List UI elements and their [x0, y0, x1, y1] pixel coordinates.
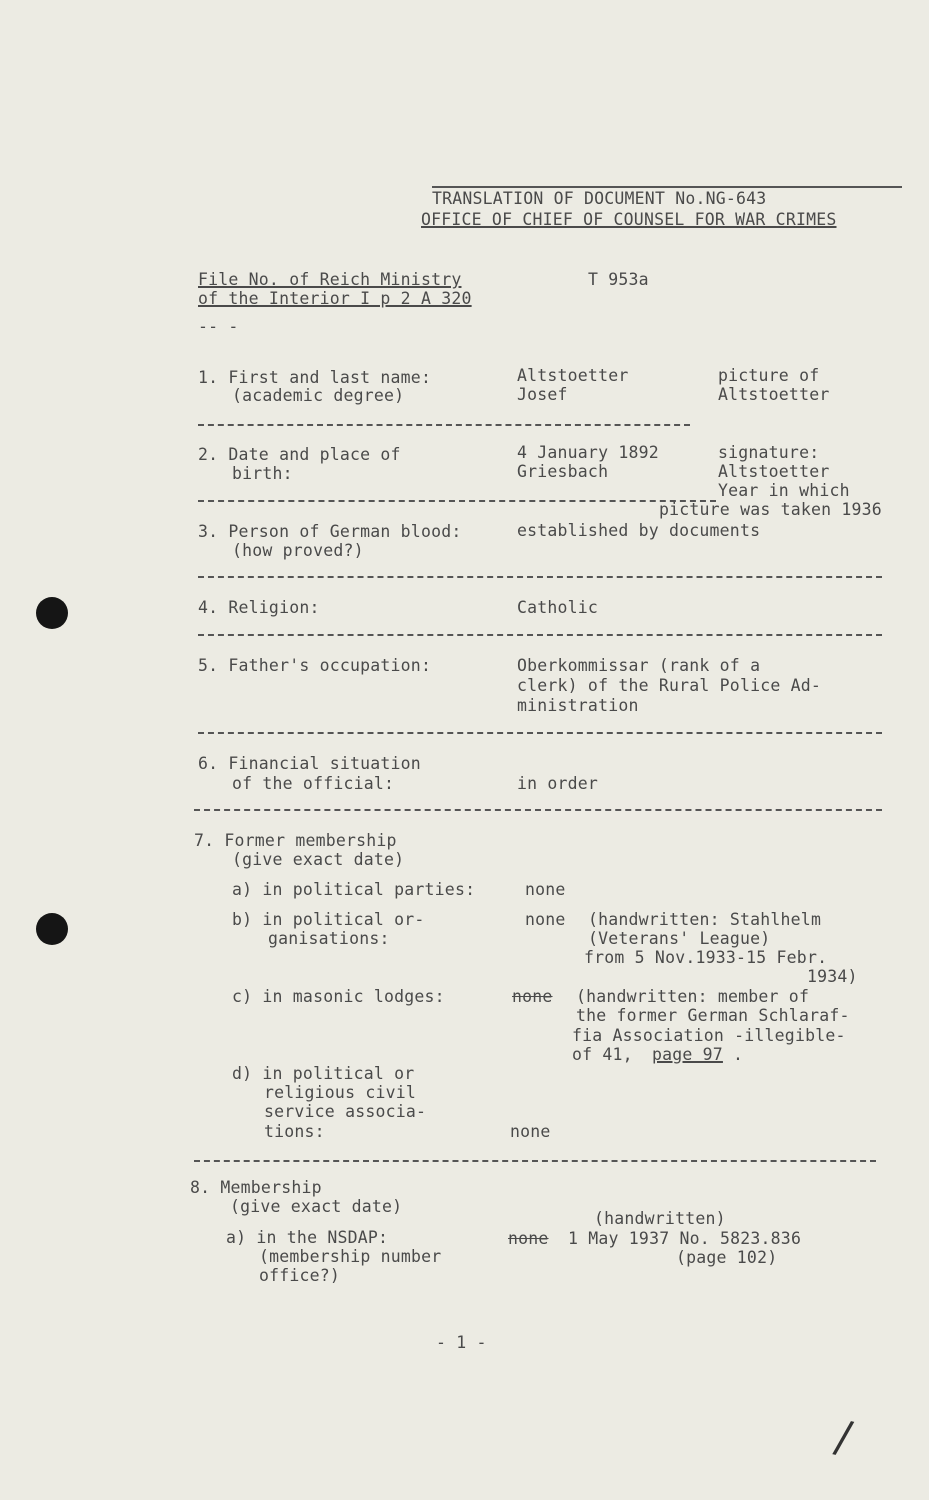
q2-value2: Griesbach: [517, 462, 609, 481]
q1-note2: Altstoetter: [718, 385, 830, 404]
q5-value1: Oberkommissar (rank of a: [517, 656, 761, 675]
divider-2: [198, 500, 716, 502]
pencil-slash-mark: /: [830, 1411, 856, 1464]
divider-4: [198, 634, 882, 636]
divider-1: [198, 424, 690, 426]
q7-label: 7. Former membership: [194, 831, 397, 850]
file-no-line1: File No. of Reich Ministry: [198, 270, 462, 289]
q7d-label2: religious civil: [264, 1083, 417, 1102]
q5-value2: clerk) of the Rural Police Ad-: [517, 676, 822, 695]
q1-value2: Josef: [517, 385, 568, 404]
q6-label: 6. Financial situation: [198, 754, 421, 773]
q7c-value4: of 41,: [572, 1045, 633, 1064]
q7c-value1: (handwritten: member of: [576, 987, 810, 1006]
q7d-label3: service associa-: [264, 1102, 427, 1121]
divider-5: [198, 732, 882, 734]
q7b-value5: 1934): [807, 967, 858, 986]
q8a-page: (page 102): [676, 1248, 778, 1267]
q1-note1: picture of: [718, 366, 820, 385]
q7d-value: none: [510, 1122, 551, 1141]
q3-label: 3. Person of German blood:: [198, 522, 462, 541]
divider-6: [194, 809, 882, 811]
divider-3: [198, 576, 882, 578]
q4-label: 4. Religion:: [198, 598, 320, 617]
file-dash-marks: -- -: [198, 317, 239, 336]
q2-label: 2. Date and place of: [198, 445, 401, 464]
document-title: TRANSLATION OF DOCUMENT No.NG-643: [432, 189, 767, 208]
q5-label: 5. Father's occupation:: [198, 656, 432, 675]
header-top-rule: [432, 186, 902, 188]
q7d-label1: d) in political or: [232, 1064, 415, 1083]
q5-value3: ministration: [517, 696, 639, 715]
q7d-label4: tions:: [264, 1122, 325, 1141]
file-no-line2: of the Interior I p 2 A 320: [198, 289, 472, 308]
q8a-value: 1 May 1937 No. 5823.836: [568, 1229, 802, 1248]
q7-sub: (give exact date): [232, 850, 405, 869]
punch-hole-top: [36, 597, 68, 629]
q7b-label1: b) in political or-: [232, 910, 425, 929]
q2-note4: picture was taken 1936: [659, 500, 882, 519]
file-code: T 953a: [588, 270, 649, 289]
page-number: - 1 -: [436, 1333, 487, 1352]
q8a-struck: none: [508, 1229, 549, 1248]
q1-label: 1. First and last name:: [198, 368, 432, 387]
q7b-value4: from 5 Nov.1933-15 Febr.: [584, 948, 828, 967]
q7c-struck: none: [512, 987, 553, 1006]
q2-note2: Altstoetter: [718, 462, 830, 481]
q7b-value3: (Veterans' League): [588, 929, 771, 948]
q2-note3: Year in which: [718, 481, 850, 500]
q7c-value2: the former German Schlaraf-: [576, 1006, 850, 1025]
q3-sub: (how proved?): [232, 541, 364, 560]
q7b-value2: (handwritten: Stahlhelm: [588, 910, 822, 929]
office-title: OFFICE OF CHIEF OF COUNSEL FOR WAR CRIMES: [421, 210, 837, 229]
q4-value: Catholic: [517, 598, 599, 617]
q7a-value: none: [525, 880, 566, 899]
q7c-page-ref: page 97: [652, 1045, 723, 1064]
q8a-label2: (membership number: [259, 1247, 442, 1266]
q8a-label1: a) in the NSDAP:: [226, 1228, 389, 1247]
q2-note1: signature:: [718, 443, 820, 462]
q1-sub: (academic degree): [232, 386, 405, 405]
q1-value1: Altstoetter: [517, 366, 629, 385]
q7c-value3: fia Association -illegible-: [572, 1026, 846, 1045]
q7c-period: .: [733, 1045, 744, 1064]
q7b-value1: none: [525, 910, 566, 929]
q7b-label2: ganisations:: [268, 929, 390, 948]
q7c-label: c) in masonic lodges:: [232, 987, 445, 1006]
q8-sub: (give exact date): [230, 1197, 403, 1216]
q2-value1: 4 January 1892: [517, 443, 659, 462]
q2-label2: birth:: [232, 464, 293, 483]
q8a-handwritten: (handwritten): [594, 1209, 726, 1228]
q6-label2: of the official:: [232, 774, 395, 793]
q8-label: 8. Membership: [190, 1178, 322, 1197]
divider-7: [194, 1160, 876, 1162]
q6-value: in order: [517, 774, 599, 793]
q8a-label3: office?): [259, 1266, 341, 1285]
punch-hole-bottom: [36, 913, 68, 945]
q3-value: established by documents: [517, 521, 761, 540]
q7a-label: a) in political parties:: [232, 880, 476, 899]
